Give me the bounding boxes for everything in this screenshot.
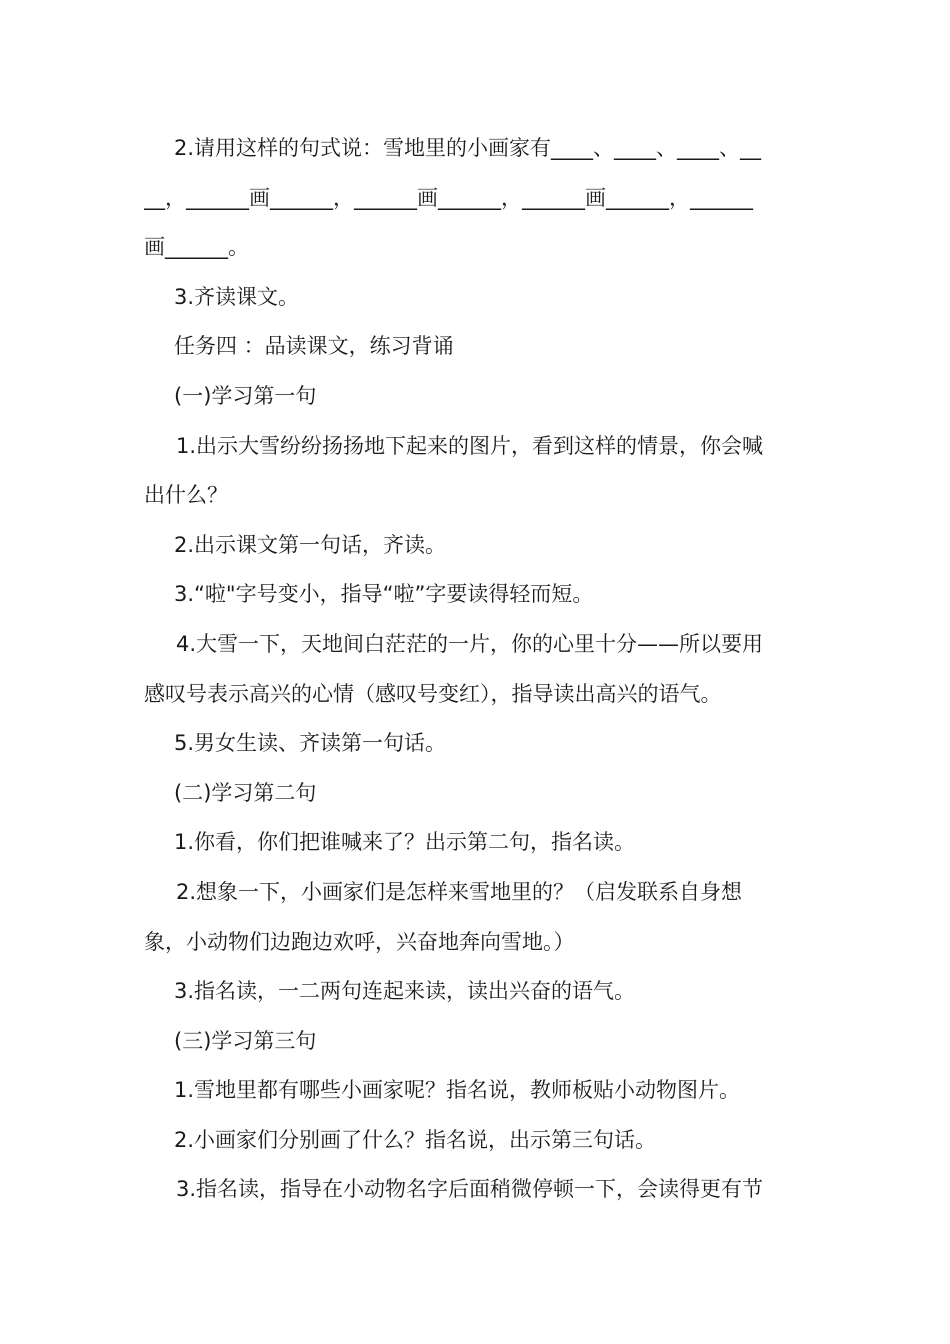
section-heading: 任务四 ：品读课文，练习背诵 <box>174 334 454 359</box>
text-line: 感叹号表示高兴的心情（感叹号变红），指导读出高兴的语气。 <box>144 681 722 706</box>
text-line: 象，小动物们边跑边欢呼，兴奋地奔向雪地。） <box>144 929 575 954</box>
text-line: 2.出示课文第一句话，齐读。 <box>174 532 447 557</box>
text-line: 3.齐读课文。 <box>174 284 300 309</box>
subsection-heading: (三)学习第三句 <box>174 1028 317 1053</box>
text-line: 2.想象一下，小画家们是怎样来雪地里的？（启发联系自身想 <box>176 879 743 904</box>
text-line: 2.请用这样的句式说：雪地里的小画家有____、____、____、__ <box>174 136 762 160</box>
text-line: 2.小画家们分别画了什么？指名说，出示第三句话。 <box>174 1127 657 1152</box>
text-line: 3.指名读，一二两句连起来读，读出兴奋的语气。 <box>174 979 636 1004</box>
text-line: __，______画______，______画______，______画______，______ <box>144 185 753 210</box>
subsection-heading: (一)学习第一句 <box>174 383 317 408</box>
text-line: 3.指名读，指导在小动物名字后面稍微停顿一下，会读得更有节 <box>176 1177 764 1202</box>
text-line: 出什么？ <box>144 483 228 508</box>
text-line: 5.男女生读、齐读第一句话。 <box>174 731 447 756</box>
text-line: 画______。 <box>144 235 249 260</box>
text-line: 1.雪地里都有哪些小画家呢？指名说，教师板贴小动物图片。 <box>174 1078 741 1103</box>
text-line: 3.“啦"字号变小，指导“啦”字要读得轻而短。 <box>174 582 594 607</box>
subsection-heading: (二)学习第二句 <box>174 780 317 805</box>
text-line: 1.你看，你们把谁喊来了？出示第二句，指名读。 <box>174 830 636 855</box>
document-page <box>144 124 808 1215</box>
text-line: 1.出示大雪纷纷扬扬地下起来的图片，看到这样的情景，你会喊 <box>176 433 764 458</box>
text-line: 4.大雪一下，天地间白茫茫的一片，你的心里十分——所以要用 <box>176 631 764 656</box>
